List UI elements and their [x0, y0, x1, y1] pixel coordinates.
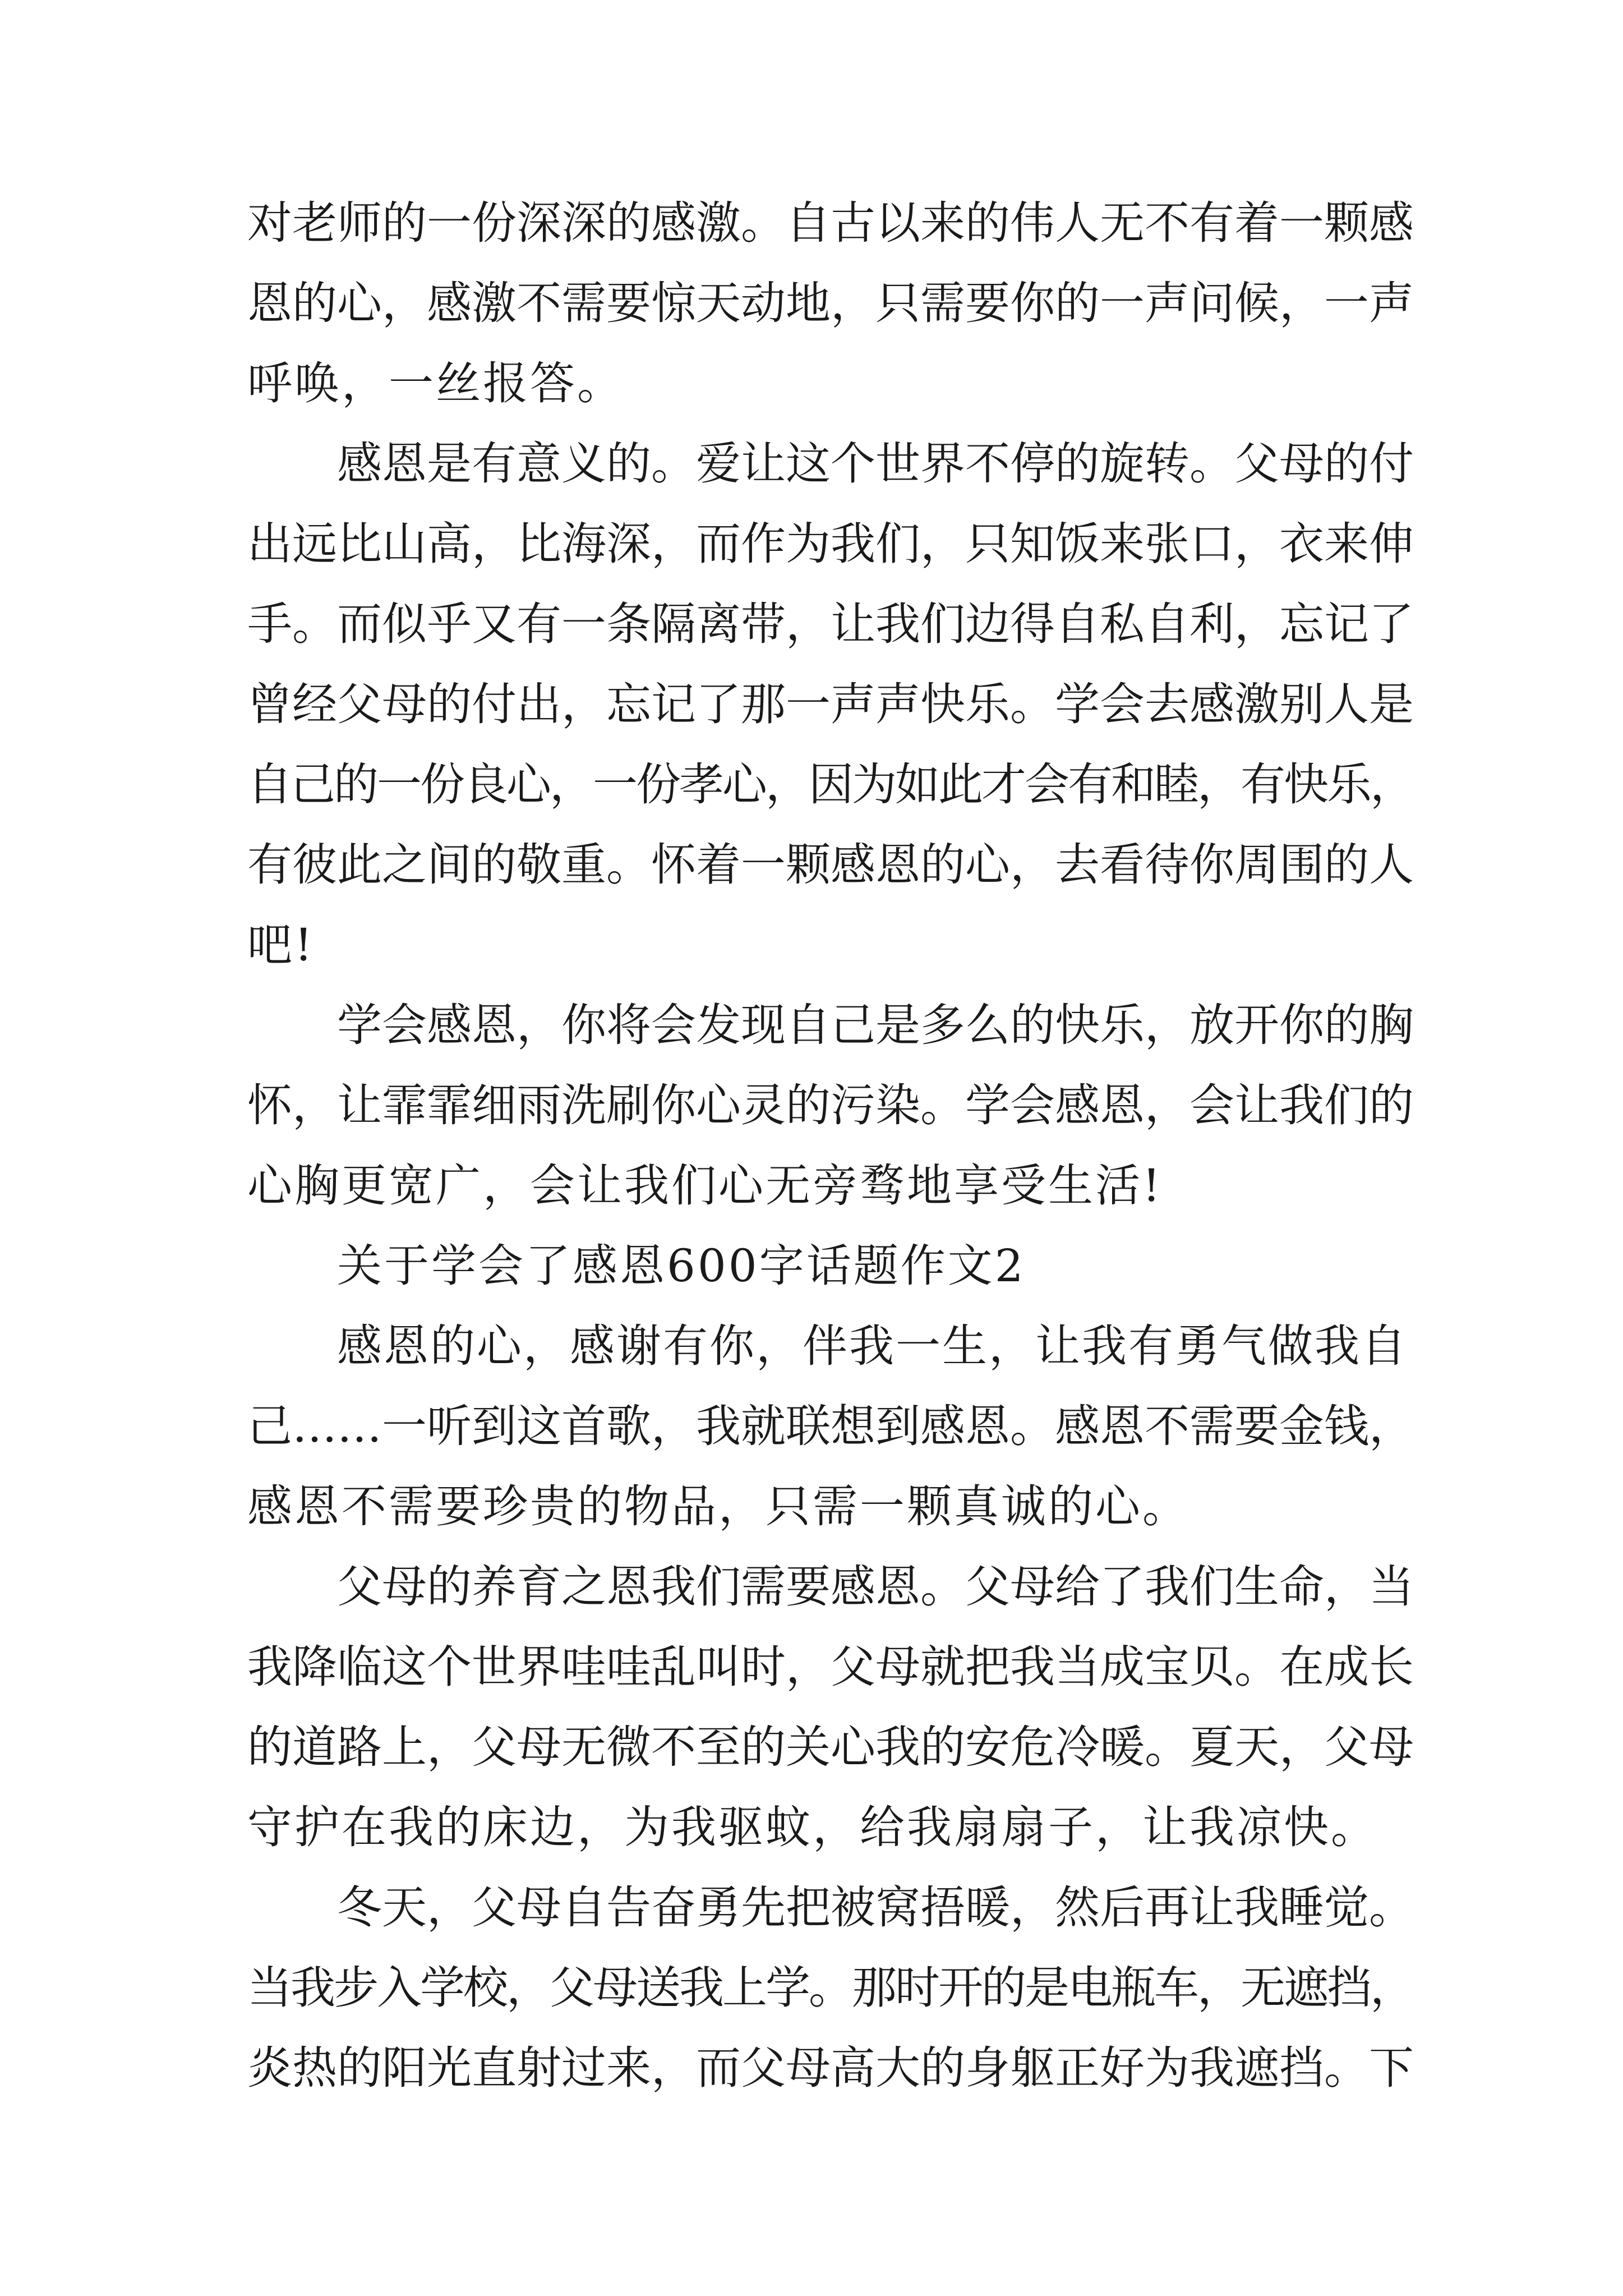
text-line: 怀，让霏霏细雨洗刷你心灵的污染。学会感恩，会让我们的	[247, 1079, 1414, 1131]
text-line: 对老师的一份深深的感激。自古以来的伟人无不有着一颗感	[247, 197, 1414, 249]
text-line: 呼唤，一丝报答。	[247, 357, 624, 409]
text-line: 感恩是有意义的。爱让这个世界不停的旋转。父母的付	[337, 438, 1414, 490]
text-line: 感恩不需要珍贵的物品，只需一颗真诚的心。	[247, 1480, 1189, 1533]
text-line: 炎热的阳光直射过来，而父母高大的身躯正好为我遮挡。下	[247, 2042, 1414, 2094]
text-line: 己……一听到这首歌，我就联想到感恩。感恩不需要金钱，	[247, 1400, 1414, 1452]
text-line: 出远比山高，比海深，而作为我们，只知饭来张口，衣来伸	[247, 518, 1414, 570]
text-line: 心胸更宽广，会让我们心无旁骛地享受生活!	[247, 1159, 1163, 1212]
text-line: 的道路上，父母无微不至的关心我的安危冷暖。夏天，父母	[247, 1721, 1414, 1773]
document-body	[247, 183, 1419, 2108]
text-line: 守护在我的床边，为我驱蚊，给我扇扇子，让我凉快。	[247, 1801, 1378, 1853]
text-line: 自己的一份良心，一份孝心，因为如此才会有和睦，有快乐，	[247, 758, 1413, 811]
text-line: 恩的心，感激不需要惊天动地，只需要你的一声问候，一声	[247, 277, 1414, 329]
section-heading: 关于学会了感恩600字话题作文2	[337, 1240, 1026, 1292]
text-line: 我降临这个世界哇哇乱叫时，父母就把我当成宝贝。在成长	[247, 1641, 1414, 1693]
text-line: 有彼此之间的敬重。怀着一颗感恩的心，去看待你周围的人	[247, 839, 1414, 891]
text-line: 手。而似乎又有一条隔离带，让我们边得自私自利，忘记了	[247, 598, 1414, 650]
text-line: 当我步入学校，父母送我上学。那时开的是电瓶车，无遮挡，	[247, 1962, 1413, 2014]
text-line: 父母的养育之恩我们需要感恩。父母给了我们生命，当	[337, 1561, 1414, 1613]
text-line: 感恩的心，感谢有你，伴我一生，让我有勇气做我自	[337, 1320, 1408, 1372]
text-line: 曾经父母的付出，忘记了那一声声快乐。学会去感激别人是	[247, 678, 1414, 730]
text-line: 冬天，父母自告奋勇先把被窝捂暖，然后再让我睡觉。	[337, 1881, 1414, 1934]
text-line: 学会感恩，你将会发现自己是多么的快乐，放开你的胸	[337, 999, 1414, 1051]
text-line: 吧!	[247, 919, 315, 971]
